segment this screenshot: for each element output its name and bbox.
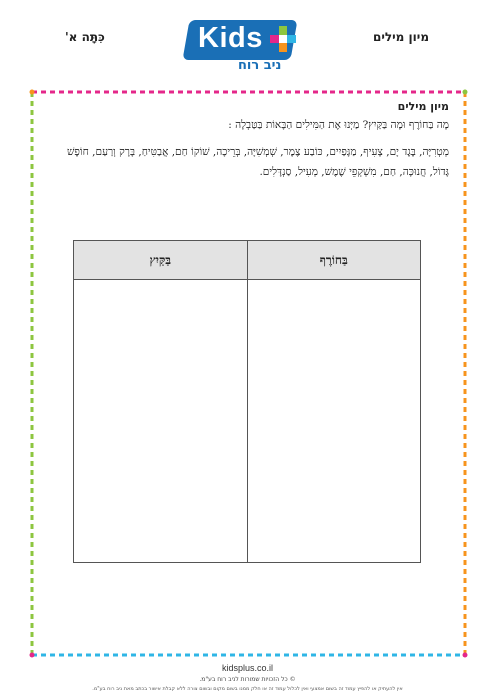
legal-text: אין להעתיק או להפיץ עמוד זה בשום אמצעי ואין לכלול עמוד זה או חלק ממנו בשום מקום ובשום צורה ללא קבלת אישור בכתב מאת ניב רוח בע"מ. xyxy=(92,686,403,692)
exercise-instruction: מָה בַּחוֹרֶף וּמָה בַּקַּיִץ? מַיְּנוּ אֶת הַמִּילִים הַבָּאוֹת בַּטַּבְלָה : xyxy=(228,119,449,131)
word-list: מְטְרִיָּה, בֶּגֶד יָם, צָעִיף, מַגָּפַיִים, כּוֹבַע צֶמֶר, שְׁמְשִׁיָּה, בְּרֵיכָה, שׁוֹקוֹ חַם, אֲבַטִּיחַ, בָּרָק וְרַעַם, חוֹפֶשׁ גָּדוֹל, חֲנוּכָּה, חַם, מִשְׁקְפֵי שֶׁמֶשׁ, מְעִיל, סַנְדָּלִים. xyxy=(67,146,449,178)
logo-text: Kids xyxy=(198,22,263,54)
header-title: מיון מילים xyxy=(373,30,429,44)
exercise-title: מיון מילים xyxy=(397,100,449,113)
exercise-section xyxy=(46,100,449,182)
logo-subtitle: ניב רוח xyxy=(238,58,282,73)
summer-column-header: בַּקַּיִץ xyxy=(74,241,248,280)
summer-answer-cell[interactable] xyxy=(74,280,248,563)
copyright-text: © כל הזכויות שמורות לניב רוח בע"מ. xyxy=(199,676,296,683)
class-label: כִּתָּה א' xyxy=(65,30,105,44)
site-link[interactable]: kidsplus.co.il xyxy=(221,663,274,673)
winter-answer-cell[interactable] xyxy=(247,280,421,563)
sorting-table xyxy=(73,240,421,563)
winter-column-header: בַּחוֹרֶף xyxy=(247,241,421,280)
